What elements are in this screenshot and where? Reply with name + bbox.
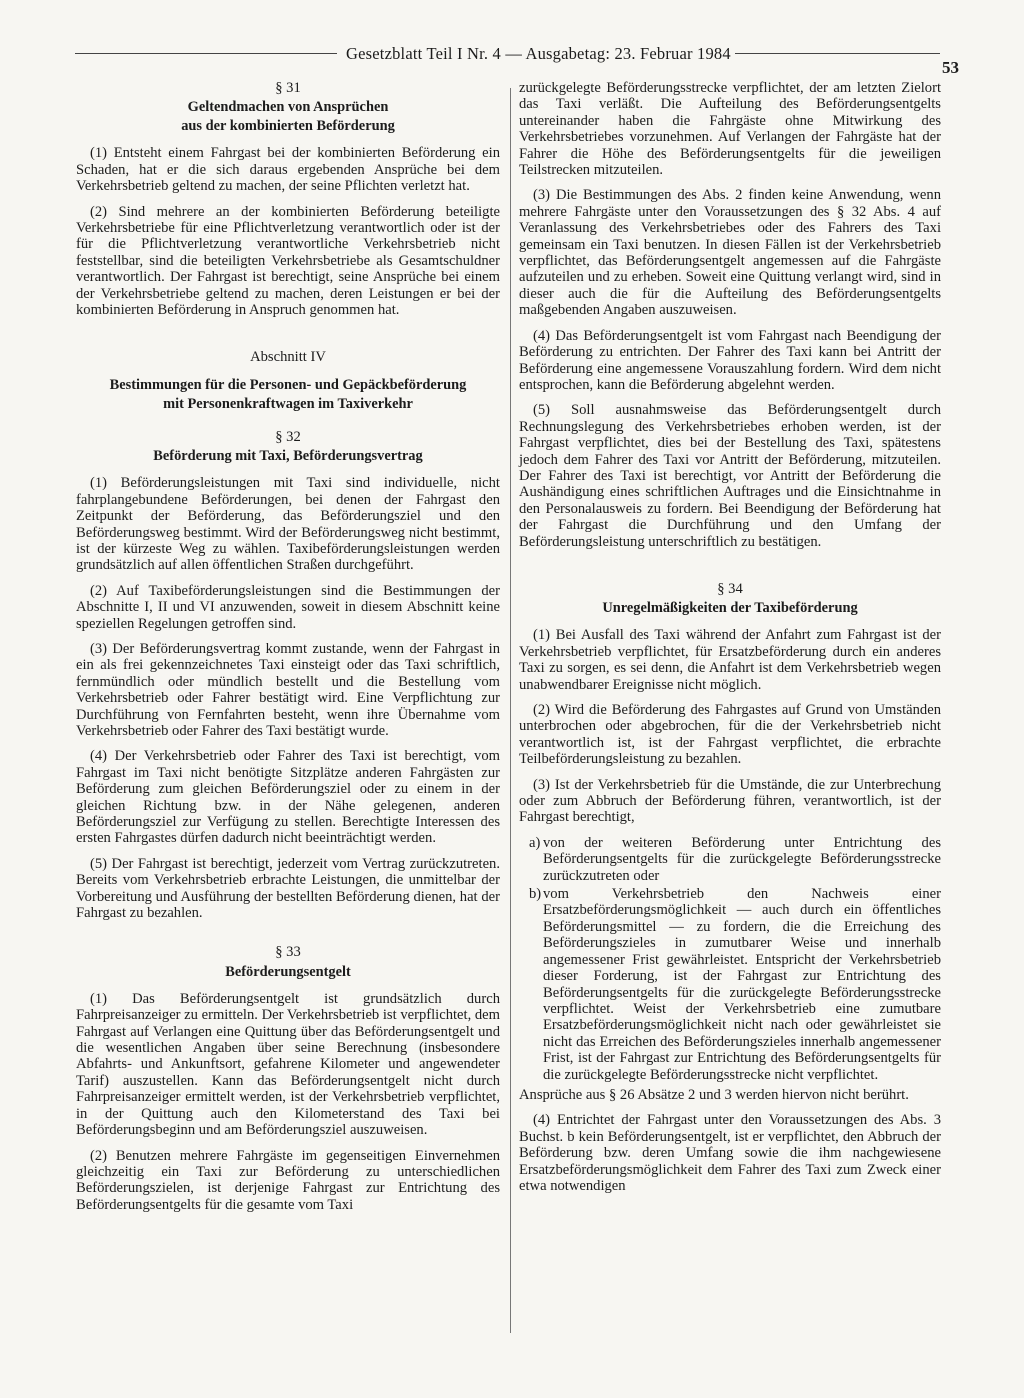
list-item-label: a) bbox=[529, 834, 541, 851]
paragraph: (5) Soll ausnahmsweise das Beförderungsentgelt durch Rechnungslegung des Verkehrsbetriebes erhoben werden, ist der Fahrgast verpflichtet, dies bei der Bestellung des Taxi, spätestens jedoch dem Fahrer des Taxi vor Antritt der Beförderung, mitzuteilen. Der Fahrer des Taxi ist berechtigt, vor Antritt der Beförderung die Aushändigung eines schriftlichen Auftrages und die Einsichtnahme in den Personalausweis zu fordern. Bei Beendigung der Beförderung hat der Fahrgast die Durchführung und den Umfang der Beförderungsleistung unterschriftlich zu bestätigen. bbox=[519, 402, 941, 550]
paragraph: (1) Entsteht einem Fahrgast bei der kombinierten Beförderung ein Schaden, hat er die sich daraus ergebenden Ansprüche bei dem Verkehrsbetrieb geltend zu machen, der seine Pflichten verletzt hat. bbox=[76, 145, 500, 195]
paragraph: (1) Beförderungsleistungen mit Taxi sind individuelle, nicht fahrplangebundene Beförderungen, bei denen der Fahrgast den Zeitpunkt der Beförderung, das Beförderungsziel und den Beförderungsweg bestimmt. Wird der Beförderungsweg nicht bestimmt, ist der kürzeste Weg zu wählen. Taxibeförderungsleistungen werden grundsätzlich auf allen öffentlichen Straßen durchgeführt. bbox=[76, 475, 500, 574]
section-title: Geltendmachen von Ansprüchen bbox=[187, 99, 389, 116]
section-number: § 34 bbox=[717, 580, 743, 597]
lettered-list bbox=[519, 835, 941, 1083]
paragraph: (2) Wird die Beförderung des Fahrgastes auf Grund von Umständen unterbrochen oder abgebrochen, für die der Verkehrsbetrieb nicht verantwortlich ist, ist der Fahrgast verpflichtet, die erbrachte Teilbeförderungsleistung zu bezahlen. bbox=[519, 702, 941, 768]
paragraph: Ansprüche aus § 26 Absätze 2 und 3 werden hiervon nicht berührt. bbox=[519, 1086, 909, 1103]
header-title: Gesetzblatt Teil I Nr. 4 — Ausgabetag: 23. Februar 1984 bbox=[346, 44, 731, 63]
header-rule bbox=[75, 53, 337, 54]
paragraph: (4) Das Beförderungsentgelt ist vom Fahrgast nach Beendigung der Beförderung zu entrichten. Der Fahrer des Taxi kann bei Antritt der Beförderung eine angemessene Vorauszahlung fordern. Wird dem nicht entsprochen, kann die Beförderung abgelehnt werden. bbox=[519, 327, 941, 393]
paragraph: (3) Der Beförderungsvertrag kommt zustande, wenn der Fahrgast in ein als frei gekennzeichnetes Taxi einsteigt oder das Taxi schriftlich, fernmündlich oder mündlich bestellt und die Bestellung vom Verkehrsbetrieb oder Fahrer bestätigt wird. Eine Verpflichtung zur Durchführung von Fernfahrten besteht, wenn ihre Übernahme vom Verkehrsbetrieb oder Fahrer des Taxi bestätigt wurde. bbox=[76, 640, 500, 739]
page-number: 53 bbox=[942, 58, 959, 77]
chapter-title: mit Personenkraftwagen im Taxiverkehr bbox=[163, 395, 413, 412]
paragraph: (1) Bei Ausfall des Taxi während der Anfahrt zum Fahrgast ist der Verkehrsbetrieb verpflichtet, für Ersatzbeförderung durch ein anderes Taxi zu sorgen, es sei denn, die Anfahrt ist dem Verkehrsbetrieb wegen unabwendbarer Ereignisse nicht möglich. bbox=[519, 627, 941, 693]
list-item-label: b) bbox=[529, 886, 542, 903]
column-divider bbox=[510, 88, 511, 1333]
chapter-heading: Abschnitt IV bbox=[250, 349, 326, 366]
section-number: § 33 bbox=[275, 944, 301, 961]
section-title: Beförderung mit Taxi, Beförderungsvertrag bbox=[153, 448, 423, 465]
paragraph: (2) Benutzen mehrere Fahrgäste im gegenseitigen Einvernehmen gleichzeitig ein Taxi zur Beförderung zu unterschiedlichen Beförderungszielen, ist derjenige Fahrgast zur Entrichtung des Beförderungsentgelts für die gesamte vom Taxi bbox=[76, 1147, 500, 1213]
paragraph: (5) Der Fahrgast ist berechtigt, jederzeit vom Vertrag zurückzutreten. Bereits vom Verkehrsbetrieb erbrachte Leistungen, die unmittelbar der Vorbereitung und Ausführung der bestellten Beförderung dienen, hat der Fahrgast zu bezahlen. bbox=[76, 855, 500, 922]
paragraph: (2) Auf Taxibeförderungsleistungen sind die Bestimmungen der Abschnitte I, II und VI anzuwenden, soweit in diesem Abschnitt keine speziellen Regelungen getroffen sind. bbox=[76, 582, 500, 632]
paragraph: (4) Entrichtet der Fahrgast unter den Voraussetzungen des Abs. 3 Buchst. b kein Beförderungsentgelt, ist er verpflichtet, den Abbruch der Beförderung bzw. deren Umfang sowie die ihm nachgewiesene Ersatzbeförderungsmöglichkeit dem Fahrer des Taxi zum Zweck einer etwa notwendigen bbox=[519, 1112, 941, 1194]
list-item-text: vom Verkehrsbetrieb den Nachweis einer Ersatzbeförderungsmöglichkeit — auch durch ein öffentliches Beförderungsmittel — zu fordern, die die Erreichung des Beförderungszieles in zumutbarer Weise und innerhalb angemessener Frist gewährleistet. Entspricht der Verkehrsbetrieb dieser Forderung, ist der Fahrgast zur Entrichtung des Beförderungsentgelts für die zurückgelegte Beförderungsstrecke verpflichtet. Weist der Verkehrsbetrieb eine zumutbare Ersatzbeförderungsmöglichkeit nicht nach oder gewährleistet sie nicht das Erreichen des Beförderungszieles innerhalb angemessener Frist, ist der Fahrgast zur Entrichtung des Beförderungsentgelts für die zurückgelegte Beförderungsstrecke nicht verpflichtet. bbox=[543, 886, 941, 1083]
paragraph: (3) Die Bestimmungen des Abs. 2 finden keine Anwendung, wenn mehrere Fahrgäste unter den Voraussetzungen des § 32 Abs. 4 auf Veranlassung des Verkehrsbetriebes oder des Fahrers des Taxi gemeinsam ein Taxi benutzen. In diesen Fällen ist der Verkehrsbetrieb verpflichtet, das Beförderungsentgelt angemessen auf die Fahrgäste aufzuteilen und zu erheben. Soweit eine Quittung verlangt wird, sind in dieser auch die für die Aufteilung des Beförderungsentgelts maßgebenden Angaben auszuweisen. bbox=[519, 187, 941, 319]
paragraph: (2) Sind mehrere an der kombinierten Beförderung beteiligte Verkehrsbetriebe für eine Pflichtverletzung verantwortlich oder ist der für die Pflichtverletzung verantwortliche Verkehrsbetrieb nicht feststellbar, sind die beteiligten Verkehrsbetriebe als Gesamtschuldner verantwortlich. Der Fahrgast ist berechtigt, seine Ansprüche bei einem der Verkehrsbetriebe geltend zu machen, deren Leistungen er bei der kombinierten Beförderung in Anspruch genommen hat. bbox=[76, 203, 500, 319]
section-title: Beförderungsentgelt bbox=[225, 963, 351, 980]
list-item bbox=[519, 886, 941, 1083]
paragraph: (3) Ist der Verkehrsbetrieb für die Umstände, die zur Unterbrechung oder zum Abbruch der Beförderung führen, verantwortlich, ist der Fahrgast berechtigt, bbox=[519, 776, 941, 826]
section-title: Unregelmäßigkeiten der Taxibeförderung bbox=[602, 600, 858, 617]
right-column bbox=[519, 80, 941, 1203]
list-item-text: von der weiteren Beförderung unter Entrichtung des Beförderungsentgelts für die zurückgelegte Beförderungsstrecke zurückzutreten oder bbox=[543, 834, 941, 884]
list-item bbox=[519, 835, 941, 884]
section-number: § 32 bbox=[275, 428, 301, 445]
paragraph: (4) Der Verkehrsbetrieb oder Fahrer des Taxi ist berechtigt, vom Fahrgast im Taxi nicht benötigte Sitzplätze anderen Fahrgästen zur Beförderung zum gleichen Beförderungsziel oder zu einem in der gleichen Richtung bzw. in der Nähe gelegenen, anderen Beförderungsziel zur Verfügung zu stellen. Berechtigte Interessen des ersten Fahrgastes dürfen dadurch nicht beeinträchtigt werden. bbox=[76, 748, 500, 847]
left-column bbox=[76, 80, 500, 1222]
header-rule bbox=[735, 53, 940, 54]
page-header bbox=[60, 44, 972, 77]
chapter-title: Bestimmungen für die Personen- und Gepäckbeförderung bbox=[109, 376, 467, 393]
paragraph: (1) Das Beförderungsentgelt ist grundsätzlich durch Fahrpreisanzeiger zu ermitteln. Der Verkehrsbetrieb ist verpflichtet, dem Fahrgast auf Verlangen eine Quittung über das Beförderungsentgelt und die wesentlichen Angaben über seine Berechnung (insbesondere Abfahrts- und Ankunftsort, gefahrene Kilometer und angewendeter Tarif) auszustellen. Kann das Beförderungsentgelt nicht durch Fahrpreisanzeiger ermittelt werden, ist der Verkehrsbetrieb verpflichtet, in der Quittung auch den Kilometerstand des Taxi bei Beförderungsbeginn und am Beförderungsziel auszuweisen. bbox=[76, 990, 501, 1139]
section-number: § 31 bbox=[275, 80, 301, 96]
paragraph-continued: zurückgelegte Beförderungsstrecke verpflichtet, der am letzten Zielort das Taxi verläßt. Die Aufteilung des Beförderungsentgelts untereinander haben die Fahrgäste ohne Mitwirkung des Verkehrsbetriebes vorzunehmen. Auf Verlangen der Fahrgäste hat der Fahrer die Höhe des Beförderungsentgelts für die jeweiligen Teilstrecken mitzuteilen. bbox=[519, 80, 941, 179]
section-title: aus der kombinierten Beförderung bbox=[181, 118, 395, 135]
